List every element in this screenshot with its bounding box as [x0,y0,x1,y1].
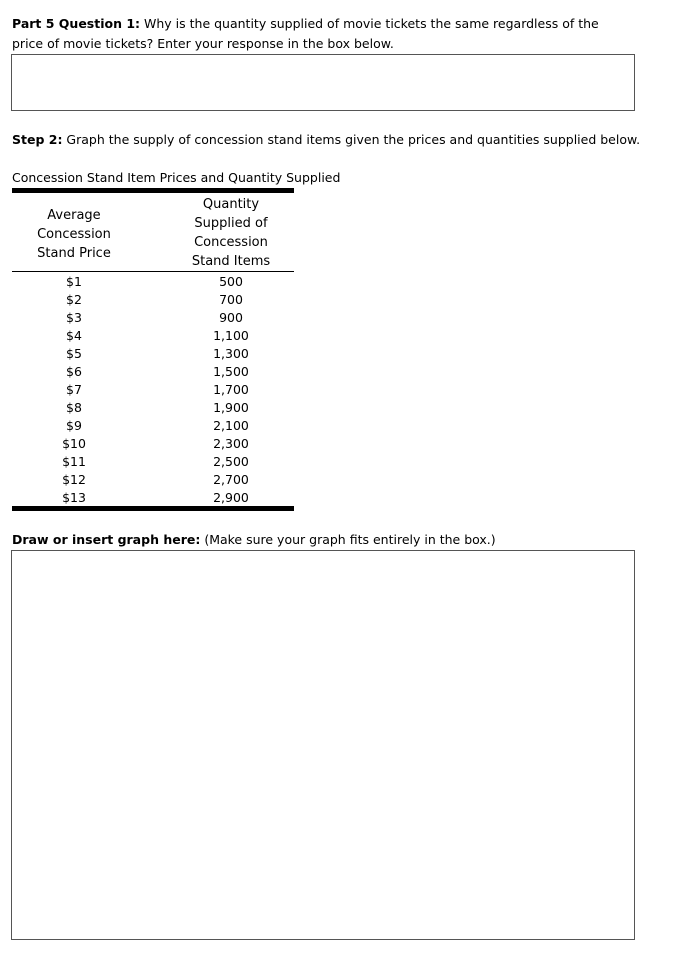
table-bottom-rule [12,506,294,511]
quantity-cell: 900 [219,310,243,325]
quantity-header-line: Concession [194,235,268,250]
quantity-cell: 1,100 [213,328,249,343]
price-cell: $5 [66,346,82,361]
price-cell: $12 [62,472,86,487]
price-header-line: Stand Price [37,246,111,261]
price-header-line: Average [47,208,101,223]
question-1-label: Part 5 Question 1: [12,16,141,31]
graph-label: Draw or insert graph here: [12,532,201,547]
quantity-cell: 1,900 [213,400,249,415]
quantity-cell: 2,700 [213,472,249,487]
table-top-rule [12,188,294,193]
table-row [12,291,294,309]
quantity-header-line: Stand Items [191,254,271,269]
table-row [12,453,294,471]
table-row [12,417,294,435]
graph-instructions [12,531,496,549]
quantity-cell: 2,900 [213,490,249,505]
price-column-header [12,206,136,263]
quantity-column-header [168,195,294,271]
table-body [12,273,294,507]
table-header-rule [12,271,294,272]
table-row [12,399,294,417]
table-caption: Concession Stand Item Prices and Quantity Supplied [12,170,341,185]
step-2-instructions [12,131,640,149]
price-cell: $7 [66,382,82,397]
table-row [12,273,294,291]
quantity-header-line: Supplied of [194,216,268,231]
quantity-cell: 500 [219,274,243,289]
table-row [12,489,294,507]
price-cell: $9 [66,418,82,433]
quantity-cell: 2,300 [213,436,249,451]
quantity-cell: 1,700 [213,382,249,397]
price-cell: $4 [66,328,82,343]
table-row [12,309,294,327]
table-row [12,381,294,399]
step-2-body: Graph the supply of concession stand items given the prices and quantities supplied below. [62,132,641,147]
price-cell: $2 [66,292,82,307]
step-2-label: Step 2: [12,132,63,147]
quantity-header-line: Quantity [202,197,260,212]
price-cell: $13 [62,490,86,505]
graph-note: (Make sure your graph fits entirely in the box.) [200,532,496,547]
table-row [12,345,294,363]
quantity-cell: 1,500 [213,364,249,379]
graph-drawing-box[interactable] [11,550,635,940]
question-1-text [12,14,632,54]
price-cell: $3 [66,310,82,325]
table-row [12,471,294,489]
question-1-response-box[interactable] [11,54,635,111]
question-1-body: Why is the quantity supplied of movie tickets the same regardless of the price of movie tickets? Enter your response in the box below. [12,16,599,51]
price-cell: $6 [66,364,82,379]
price-cell: $10 [62,436,86,451]
table-row [12,363,294,381]
table-row [12,327,294,345]
price-cell: $8 [66,400,82,415]
quantity-cell: 2,500 [213,454,249,469]
quantity-cell: 2,100 [213,418,249,433]
table-row [12,435,294,453]
price-header-line: Concession [37,227,111,242]
price-cell: $1 [66,274,82,289]
quantity-cell: 700 [219,292,243,307]
quantity-cell: 1,300 [213,346,249,361]
price-cell: $11 [62,454,86,469]
